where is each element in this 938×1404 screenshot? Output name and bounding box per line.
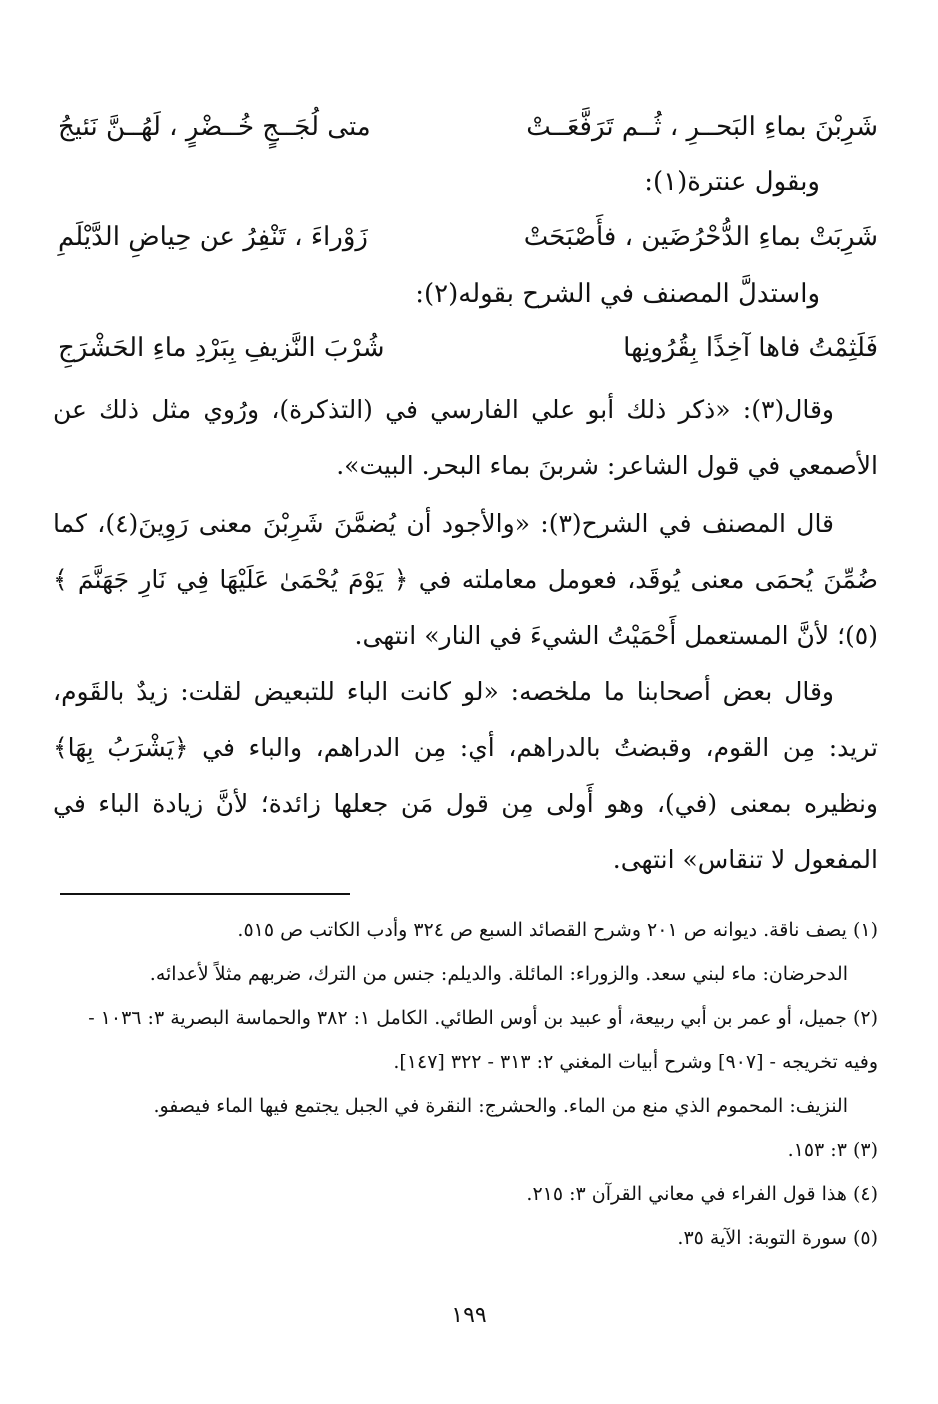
verse-hemistich-second: متى لُجَــجٍ خُــضْرٍ ، لَهُــنَّ نَئيجُ <box>58 112 371 142</box>
paragraph-text: قال المصنف في الشرح(٣): «والأجود أن يُضمَّنَ شَرِبْنَ معنى رَوِينَ(٤)، كما ضُمِّنَ يُحمَى معنى يُوقَد، فعومل معاملته في ﴿ يَوْمَ يُحْمَىٰ عَلَيْهَا فِي نَارِ جَهَنَّمَ ﴾(٥)؛ لأنَّ المستعمل أَحْمَيْتُ الشيءَ في النار» انتهى. <box>53 509 878 650</box>
footnote <box>53 908 878 996</box>
verse-hemistich-second: شُرْبَ النَّزيفِ بِبَرْدِ ماءِ الحَشْرَجِ <box>58 333 385 363</box>
verse-hemistich-first: شَرِبْنَ بماءِ البَحــرِ ، ثُــم تَرَفَّعَــتْ <box>526 112 878 142</box>
footnote-number: (٤) <box>852 1183 878 1205</box>
footnote-text: ٣: ١٥٣. <box>787 1139 847 1161</box>
footnote-text: هذا قول الفراء في معاني القرآن ٣: ٢١٥. <box>526 1183 847 1205</box>
page-number: ١٩٩ <box>451 1303 487 1328</box>
footnote-separator <box>60 893 350 895</box>
footnote <box>53 1216 878 1260</box>
body-paragraph <box>53 664 878 888</box>
verse-hemistich-first: شَرِبَتْ بماءِ الدُّحْرُضَين ، فأَصْبَحَتْ <box>523 222 878 252</box>
verse-line <box>58 103 878 151</box>
paragraph-text: وقال(٣): «ذكر ذلك أبو علي الفارسي في (التذكرة)، ورُوي مثل ذلك عن الأصمعي في قول الشاعر: شربنَ بماء البحر. البيت». <box>53 395 878 480</box>
body-paragraph <box>53 496 878 664</box>
footnote-text: الدحرضان: ماء لبني سعد. والزوراء: المائلة. والديلم: جنس من الترك، ضربهم مثلاً لأعدائه. <box>149 963 848 985</box>
footnote-text: سورة التوبة: الآية ٣٥. <box>677 1227 847 1249</box>
footnote-text: يصف ناقة. ديوانه ص ٢٠١ وشرح القصائد السبع ص ٣٢٤ وأدب الكاتب ص ٥١٥. <box>237 919 847 941</box>
footnote-number: (٥) <box>852 1227 878 1249</box>
verse-intro: وبقول عنترة(١): <box>644 167 820 197</box>
paragraph-text: وقال بعض أصحابنا ما ملخصه: «لو كانت الباء للتبعيض لقلت: زيدٌ بالقَوم، تريد: مِن القوم، وقبضتُ بالدراهم، أي: مِن الدراهم، والباء في ﴿يَشْرَبُ بِهَا﴾ ونظيره بمعنى (في)، وهو أَولى مِن قول مَن جعلها زائدة؛ لأنَّ زيادة الباء في المفعول لا تنقاس» انتهى. <box>53 677 878 874</box>
footnote-number: (٣) <box>852 1139 878 1161</box>
verse-line <box>58 213 878 261</box>
footnote <box>53 1172 878 1216</box>
footnote-number: (١) <box>852 919 878 941</box>
footnotes <box>53 908 878 1260</box>
verse-hemistich-first: فَلَثِمْتُ فاها آخِذًا بِقُرُونِها <box>623 333 878 363</box>
footnote <box>53 1128 878 1172</box>
footnote-text: جميل، أو عمر بن أبي ربيعة، أو عبيد بن أوس الطائي. الكامل ١: ٣٨٢ والحماسة البصرية ٣: ١٠٣٦ - وفيه تخريجه - [٩٠٧] وشرح أبيات المغني ٢: ٣١٣ - ٣٢٢ [١٤٧]. <box>88 1007 878 1073</box>
verse-line <box>58 324 878 372</box>
footnote-number: (٢) <box>852 1007 878 1029</box>
body-paragraph <box>53 382 878 494</box>
verse-hemistich-second: زَوْراءَ ، تَنْفِرُ عن حِياضِ الدَّيْلَمِ <box>58 222 368 252</box>
verse-intro: واستدلَّ المصنف في الشرح بقوله(٢): <box>415 279 820 309</box>
footnote-text: النزيف: المحموم الذي منع من الماء. والحشرج: النقرة في الجبل يجتمع فيها الماء فيصفو. <box>153 1095 848 1117</box>
footnote <box>53 996 878 1128</box>
